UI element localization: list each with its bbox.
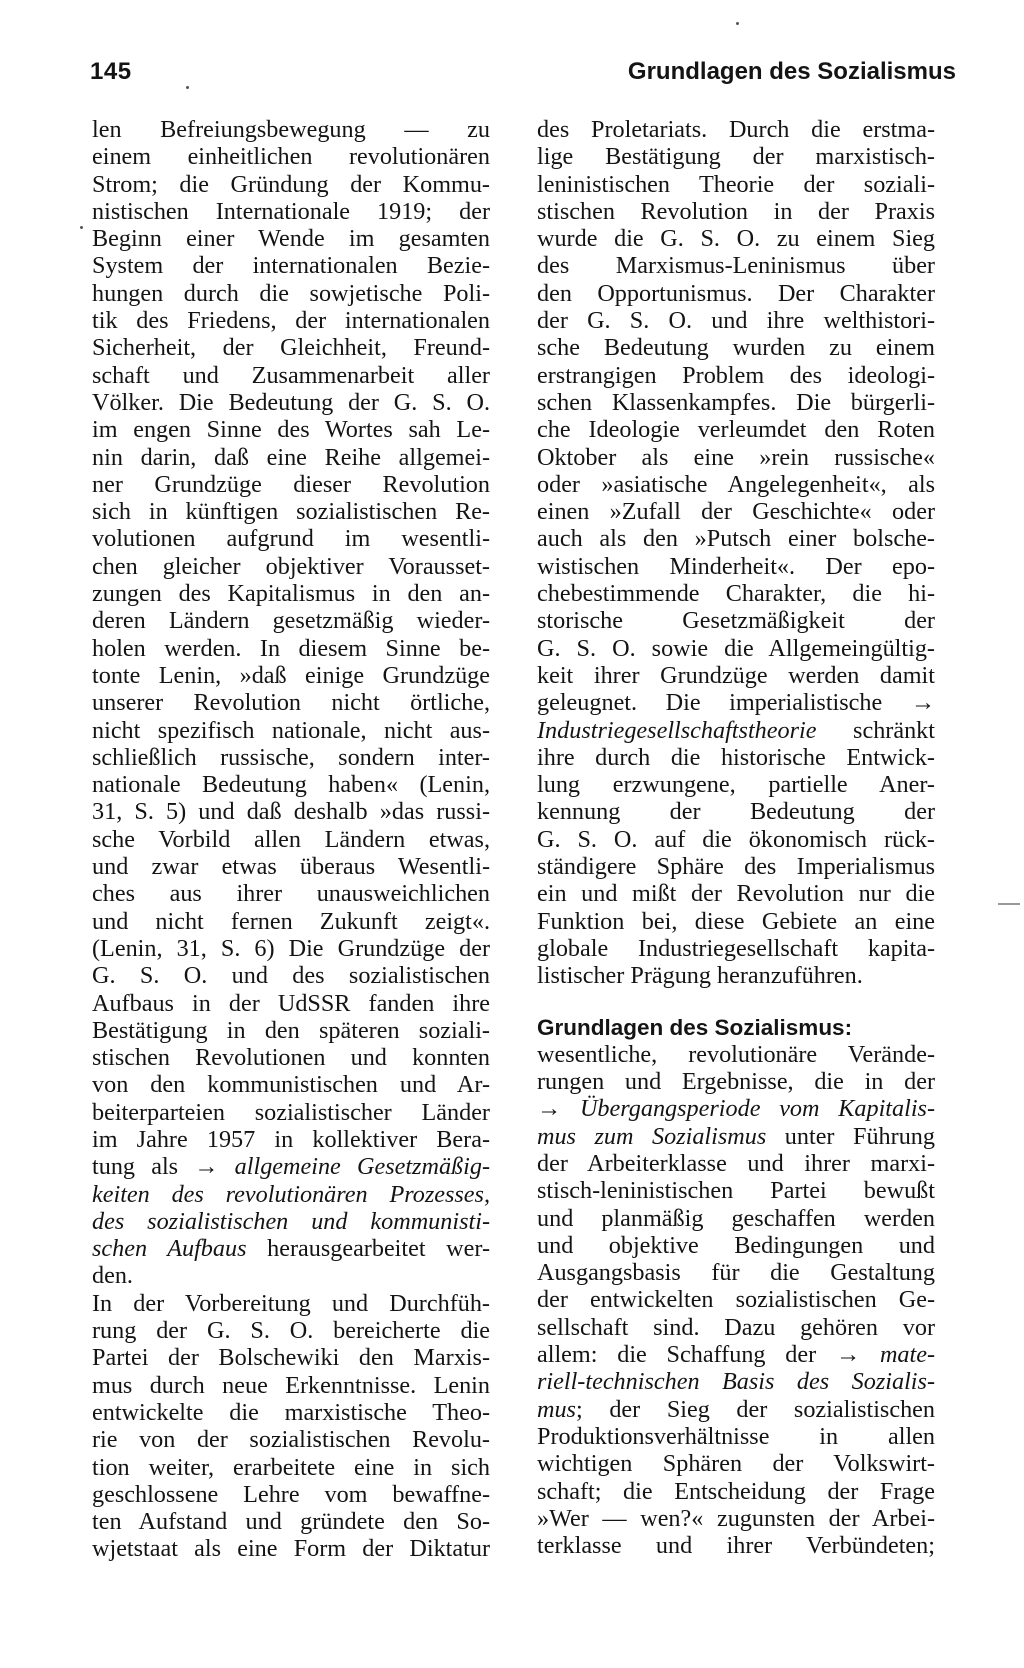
right-column [537, 116, 935, 1559]
text-line: im engen Sinne des Wortes sah Le- [92, 416, 490, 444]
text-line: der Arbeiterklasse und ihrer marxi- [537, 1149, 935, 1177]
text-line: Bestätigung in den späteren soziali- [92, 1016, 490, 1044]
text-line: Sicherheit, der Gleichheit, Freund- [92, 334, 490, 362]
text-line: des Marxismus-Leninismus über [537, 252, 935, 280]
text-line: In der Vorbereitung und Durchfüh- [92, 1289, 490, 1317]
text-line: leninistischen Theorie der soziali- [537, 170, 935, 198]
text-line: ner Grundzüge dieser Revolution [92, 470, 490, 498]
text-line: G. S. O. und des sozialistischen [92, 962, 490, 990]
text-line: rung der G. S. O. bereicherte die [92, 1317, 490, 1345]
text-run: tung als [92, 1153, 179, 1181]
text-line: von den kommunistischen und Ar- [92, 1071, 490, 1099]
text-line: Partei der Bolschewiki den Marxis- [92, 1344, 490, 1372]
text-line: System der internationalen Bezie- [92, 252, 490, 280]
scan-speck [186, 86, 189, 89]
text-line: ihre durch die historische Entwick- [537, 743, 935, 771]
text-line: stisch-leninistischen Partei bewußt [537, 1177, 935, 1205]
text-line: des Proletariats. Durch die erstma- [537, 116, 935, 143]
text-line: rie von der sozialistischen Revolu- [92, 1426, 490, 1454]
text-line: ständigere Sphäre des Imperialismus [537, 853, 935, 881]
text-line: schen Klassenkampfes. Die bürgerli- [537, 388, 935, 416]
text-line: zungen des Kapitalismus in den an- [92, 580, 490, 608]
text-line: volutionen aufgrund im wesentli- [92, 525, 490, 553]
cross-reference-arrow-icon: → [537, 1095, 562, 1123]
text-run: allem: die Schaffung der [537, 1341, 817, 1369]
text-line: und planmäßig geschaffen werden [537, 1204, 935, 1232]
text-line: ein und mißt der Revolution nur die [537, 880, 935, 908]
margin-mark [998, 903, 1020, 905]
text-line: lige Bestätigung der marxistisch- [537, 143, 935, 171]
text-line: wistischen Minderheit«. Der epo- [537, 552, 935, 580]
text-line: wichtigen Sphären der Volkswirt- [537, 1450, 935, 1478]
text-line: wesentliche, revolutionäre Verände- [537, 1040, 935, 1068]
text-line: Beginn einer Wende im gesamten [92, 225, 490, 253]
text-line: schließlich russische, sondern inter- [92, 743, 490, 771]
text-line: hungen durch die sowjetische Poli- [92, 279, 490, 307]
text-line: und objektive Bedingungen und [537, 1231, 935, 1259]
text-line [537, 1341, 935, 1368]
text-line: erstrangigen Problem des ideologi- [537, 361, 935, 389]
text-line: (Lenin, 31, S. 6) Die Grundzüge der [92, 934, 490, 962]
cross-reference-arrow-icon: → [194, 1153, 219, 1181]
text-line: unserer Revolution nicht örtliche, [92, 689, 490, 717]
text-line: Ausgangsbasis für die Gestaltung [537, 1259, 935, 1287]
text-line [92, 1153, 490, 1180]
text-line: nationale Bedeutung haben« (Lenin, [92, 771, 490, 799]
text-line: mus durch neue Erkenntnisse. Lenin [92, 1371, 490, 1399]
cross-reference-link[interactable]: keiten des revolutionären Prozesses, [92, 1180, 490, 1208]
text-line: chebestimmende Charakter, die hi- [537, 580, 935, 608]
text-line [537, 1095, 935, 1122]
text-line: storische Gesetzmäßigkeit der [537, 607, 935, 635]
text-run: schränkt [853, 716, 935, 744]
text-line [537, 717, 935, 744]
text-line: beiterparteien sozialistischer Länder [92, 1098, 490, 1126]
cross-reference-link[interactable]: mate- [879, 1341, 936, 1369]
text-line: entwickelte die marxistische Theo- [92, 1398, 490, 1426]
text-run: geleugnet. Die imperialistische [537, 689, 883, 717]
text-line: und nicht fernen Zukunft zeigt«. [92, 907, 490, 935]
text-run: ; der Sieg der sozialistischen [575, 1395, 935, 1423]
text-line: oder »asiatische Angelegenheit«, als [537, 470, 935, 498]
text-line: und zwar etwas überaus Wesentli- [92, 853, 490, 881]
text-line: globale Industriegesellschaft kapita- [537, 934, 935, 962]
text-run: herausgearbeitet wer- [267, 1235, 490, 1263]
text-line: Aufbaus in der UdSSR fanden ihre [92, 989, 490, 1017]
scan-speck [80, 226, 83, 229]
text-line: G. S. O. sowie die Allgemeingültig- [537, 634, 935, 662]
text-line: terklasse und ihrer Verbündeten; [537, 1532, 935, 1560]
text-line: der entwickelten sozialistischen Ge- [537, 1286, 935, 1314]
text-line: tonte Lenin, »daß einige Grundzüge [92, 661, 490, 689]
text-line: tik des Friedens, der internationalen [92, 307, 490, 335]
text-line: kennung der Bedeutung der [537, 798, 935, 826]
text-line: »Wer — wen?« zugunsten der Arbei- [537, 1504, 935, 1532]
text-line: holen werden. In diesem Sinne be- [92, 634, 490, 662]
text-line: rungen und Ergebnisse, die in der [537, 1068, 935, 1096]
text-line: auch als den »Putsch einer bolsche- [537, 525, 935, 553]
text-line: schaft und Zusammenarbeit aller [92, 361, 490, 389]
running-head: Grundlagen des Sozialismus [627, 58, 956, 85]
cross-reference-link[interactable]: schen Aufbaus [92, 1235, 247, 1263]
text-line: den. [92, 1262, 133, 1290]
text-line [537, 1396, 935, 1423]
cross-reference-link[interactable]: riell-technischen Basis des Sozialis- [537, 1368, 935, 1396]
cross-reference-link[interactable]: Übergangsperiode vom Kapitalis- [579, 1095, 936, 1123]
text-line: Funktion bei, diese Gebiete an eine [537, 907, 935, 935]
text-run: unter Führung [784, 1122, 935, 1150]
text-line: sellschaft sind. Dazu gehören vor [537, 1313, 935, 1341]
text-line: listischer Prägung heranzuführen. [537, 962, 863, 990]
cross-reference-arrow-icon: → [835, 1341, 861, 1369]
text-line: 31, S. 5) und daß deshalb »das russi- [92, 798, 490, 826]
text-line [537, 1123, 935, 1150]
text-line: sche Bedeutung wurden zu einem [537, 334, 935, 362]
text-line: deren Ländern gesetzmäßig wieder- [92, 607, 490, 635]
cross-reference-link[interactable]: des sozialistischen und kommunisti- [92, 1207, 490, 1235]
text-line: der G. S. O. und ihre welthistori- [537, 307, 935, 335]
text-line: ten Aufstand und gründete den So- [92, 1508, 490, 1536]
text-line: ches aus ihrer unausweichlichen [92, 880, 490, 908]
text-line: Oktober als eine »rein russische« [537, 443, 935, 471]
text-line: wjetstaat als eine Form der Diktatur [92, 1535, 490, 1563]
text-line: Strom; die Gründung der Kommu- [92, 170, 490, 198]
cross-reference-link[interactable]: allgemeine Gesetzmäßig- [234, 1153, 490, 1181]
text-line: stischen Revolutionen und konnten [92, 1044, 490, 1072]
text-line: keit ihrer Grundzüge werden damit [537, 661, 935, 689]
text-line: stischen Revolution in der Praxis [537, 197, 935, 225]
text-line: tion weiter, erarbeitete eine in sich [92, 1453, 490, 1481]
text-line: wurde die G. S. O. zu einem Sieg [537, 225, 935, 253]
cross-reference-link[interactable]: Industriegesellschaftstheorie [537, 716, 817, 744]
text-line: chen gleicher objektiver Vorausset- [92, 552, 490, 580]
text-line: im Jahre 1957 in kollektiver Bera- [92, 1125, 490, 1153]
entry-headword: Grundlagen des Sozialismus: [537, 1014, 853, 1040]
text-line: nin darin, daß eine Reihe allgemei- [92, 443, 490, 471]
text-line: sche Vorbild allen Ländern etwas, [92, 825, 490, 853]
page-number: 145 [90, 58, 132, 85]
text-line: che Ideologie verleumdet den Roten [537, 416, 935, 444]
text-line: einem einheitlichen revolutionären [92, 143, 490, 171]
scan-speck [736, 22, 739, 25]
text-line: Völker. Die Bedeutung der G. S. O. [92, 388, 490, 416]
left-column [92, 116, 490, 1563]
text-line: lung erzwungene, partielle Aner- [537, 771, 935, 799]
text-line [537, 689, 935, 716]
text-line: nistischen Internationale 1919; der [92, 197, 490, 225]
text-line: den Opportunismus. Der Charakter [537, 279, 935, 307]
text-line: schaft; die Entscheidung der Frage [537, 1477, 935, 1505]
text-line: sich in künftigen sozialistischen Re- [92, 498, 490, 526]
cross-reference-link[interactable]: mus [537, 1395, 576, 1423]
text-line: nicht spezifisch nationale, nicht aus- [92, 716, 490, 744]
text-line [92, 1235, 490, 1262]
text-line: G. S. O. auf die ökonomisch rück- [537, 825, 935, 853]
text-line: len Befreiungsbewegung — zu [92, 116, 490, 143]
text-line: Produktionsverhältnisse in allen [537, 1422, 935, 1450]
section-gap [537, 990, 935, 1014]
cross-reference-link[interactable]: mus zum Sozialismus [537, 1122, 767, 1150]
cross-reference-arrow-icon: → [910, 689, 936, 717]
text-line: einen »Zufall der Geschichte« oder [537, 498, 935, 526]
text-line: geschlossene Lehre vom bewaffne- [92, 1480, 490, 1508]
